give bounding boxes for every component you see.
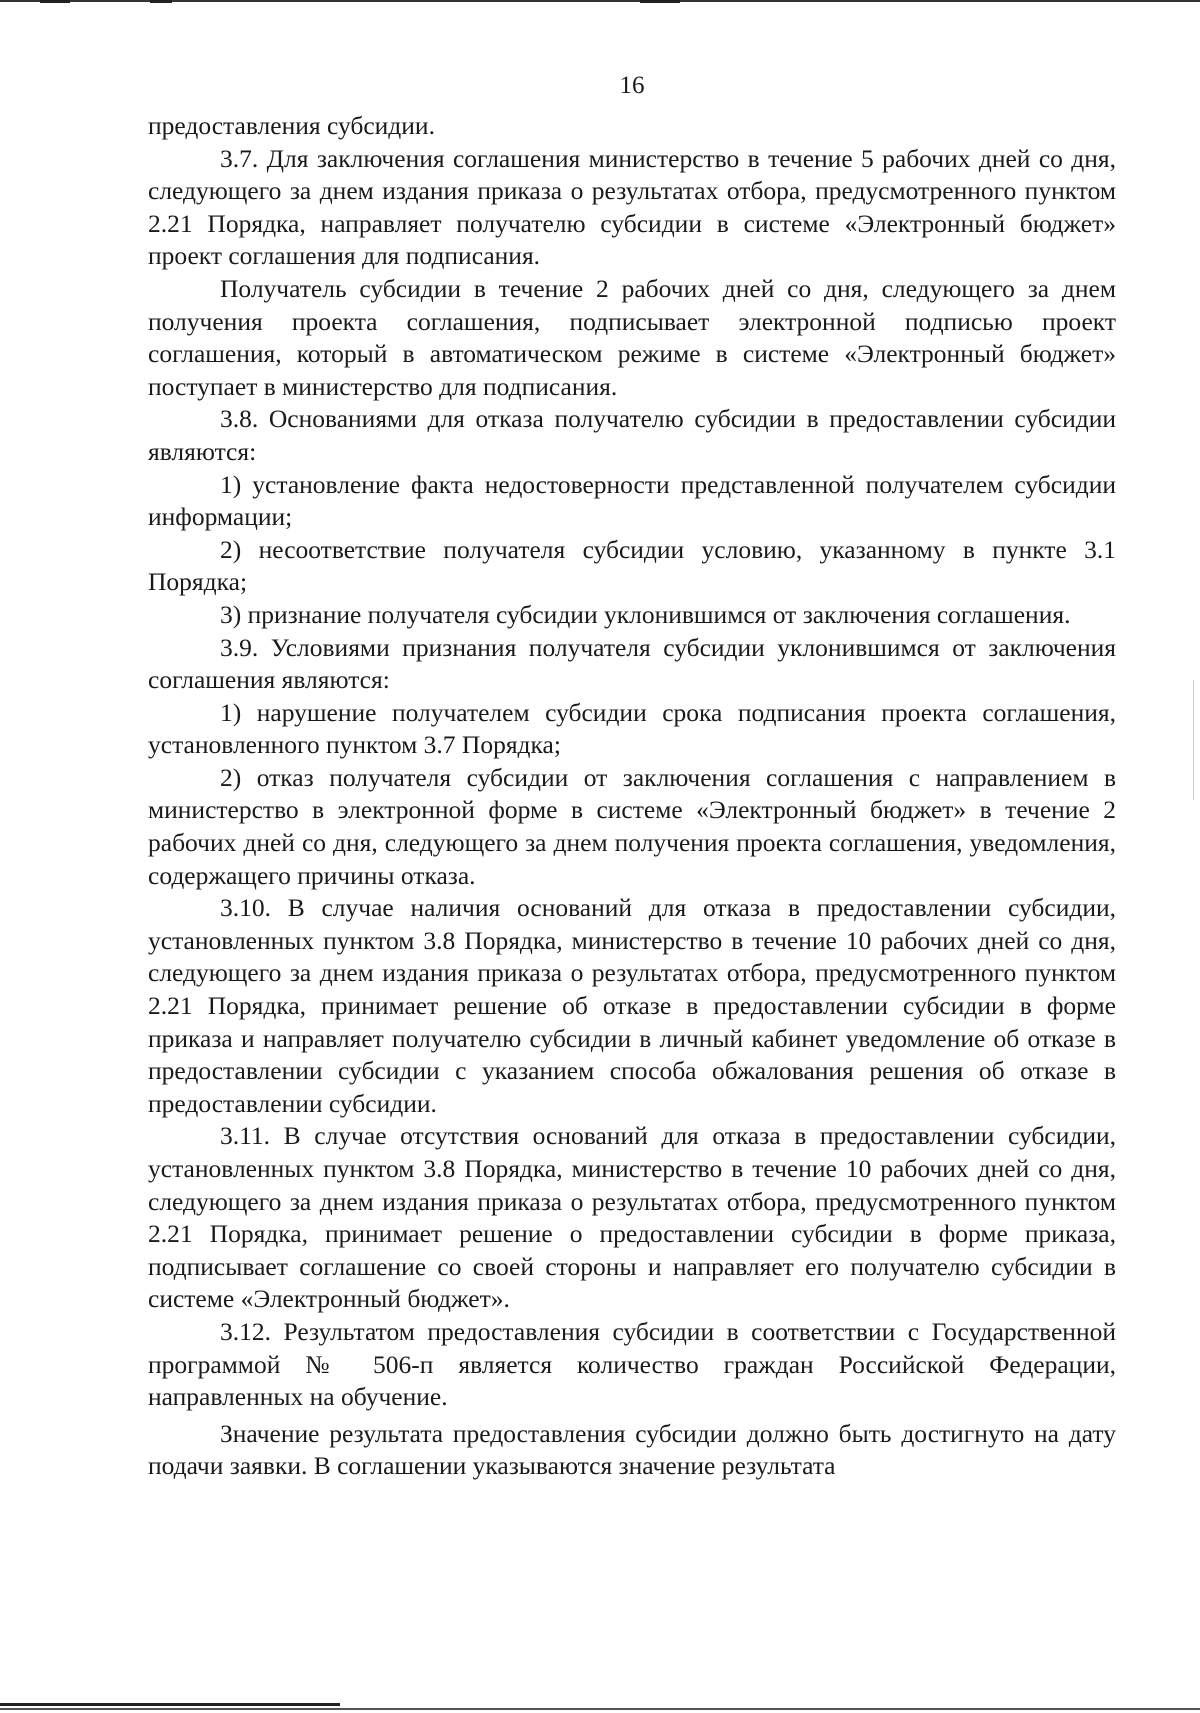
paragraph-3-8: 3.8. Основаниями для отказа получателю субсидии в предоставлении субсидии являются: [148, 404, 1116, 466]
scan-edge-bottom-line [0, 1708, 1200, 1710]
paragraph-3-11: 3.11. В случае отсутствия оснований для отказа в предоставлении субсидии, установленных пунктом 3.8 Порядка, министерство в течение 10 рабочих дней со дня, следующего за днем издания приказа о результатах отбора, предусмотренного пунктом 2.21 Порядка, принимает решение о предоставлении субсидии в форме приказа, подписывает соглашение со своей стороны и направляет его получателю субсидии в системе «Электронный бюджет». [148, 1121, 1116, 1314]
paragraph: Получатель субсидии в течение 2 рабочих дней со дня, следующего за днем получения проекта соглашения, подписывает электронной подписью проект соглашения, который в автоматическом режиме в системе «Электронный бюджет» поступает в министерство для подписания. [148, 273, 1116, 401]
list-item: 2) отказ получателя субсидии от заключения соглашения с направлением в министерство в электронной форме в системе «Электронный бюджет» в течение 2 рабочих дней со дня, следующего за днем получения проекта соглашения, уведомления, содержащего причины отказа. [148, 762, 1116, 890]
paragraph-3-10: 3.10. В случае наличия оснований для отказа в предоставлении субсидии, установленных пунктом 3.8 Порядка, министерство в течение 10 рабочих дней со дня, следующего за днем издания приказа о результатах отбора, предусмотренного пунктом 2.21 Порядка, принимает решение об отказе в предоставлении субсидии в форме приказа и направляет получателю субсидии в личный кабинет уведомление об отказе в предоставлении субсидии с указанием способа обжалования решения об отказе в предоставлении субсидии. [148, 893, 1116, 1118]
page-number: 16 [619, 72, 645, 99]
paragraph: Значение результата предоставления субсидии должно быть достигнуто на дату подачи заявки. В соглашении указываются значение результата [148, 1418, 1116, 1481]
scan-edge-bottom [0, 1703, 340, 1706]
list-item: 2) несоответствие получателя субсидии условию, указанному в пункте 3.1 Порядка; [148, 534, 1116, 597]
scan-edge-mark [640, 0, 680, 3]
list-item: 3) признание получателя субсидии уклонившимся от заключения соглашения. [220, 599, 1071, 629]
scan-edge-top [0, 0, 1200, 2]
paragraph-3-12: 3.12. Результатом предоставления субсидии в соответствии с Государственной программой № 506-п является количество граждан Российской Федерации, направленных на обучение. [148, 1316, 1116, 1412]
list-item: 1) нарушение получателем субсидии срока подписания проекта соглашения, установленного пунктом 3.7 Порядка; [148, 697, 1116, 760]
body-text [148, 110, 1116, 1483]
scan-edge-mark [150, 0, 172, 3]
scan-edge-right [1193, 680, 1194, 800]
list-item: 1) установление факта недостоверности представленной получателем субсидии информации; [148, 469, 1116, 532]
scan-edge-mark [40, 0, 70, 3]
paragraph-3-9: 3.9. Условиями признания получателя субсидии уклонившимся от заключения соглашения являются: [148, 632, 1116, 695]
paragraph-3-7: 3.7. Для заключения соглашения министерство в течение 5 рабочих дней со дня, следующего за днем издания приказа о результатах отбора, предусмотренного пунктом 2.21 Порядка, направляет получателю субсидии в системе «Электронный бюджет» проект соглашения для подписания. [148, 143, 1116, 271]
paragraph: предоставления субсидии. [148, 111, 435, 140]
